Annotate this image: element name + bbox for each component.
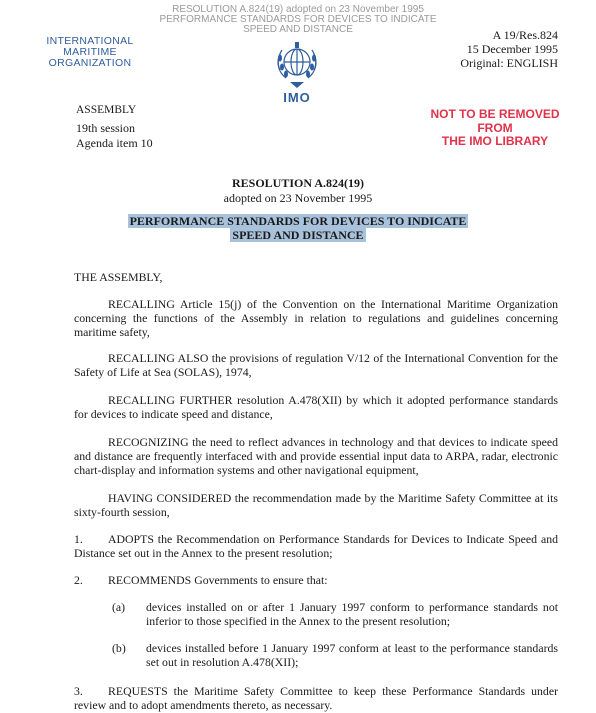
assembly-session: 19th session xyxy=(76,121,136,135)
operative-subparagraph-a-label: (a) xyxy=(112,600,126,614)
operative-paragraph-2-text: RECOMMENDS Governments to ensure that: xyxy=(108,573,328,587)
library-stamp xyxy=(405,108,585,149)
document-reference xyxy=(460,28,558,70)
preamble-paragraph-2: RECALLING ALSO the provisions of regulation V/12 of the International Convention for the Safety of Life at Sea (SOLAS), 1974, xyxy=(74,351,558,379)
running-header-line3: SPEED AND DISTANCE xyxy=(243,24,353,35)
imo-emblem-icon xyxy=(268,36,326,94)
document-original-language: Original: ENGLISH xyxy=(460,56,558,70)
operative-paragraph-2-number: 2. xyxy=(74,573,83,587)
running-header-line2: PERFORMANCE STANDARDS FOR DEVICES TO INDICATE xyxy=(159,14,437,25)
document-date: 15 December 1995 xyxy=(466,42,558,56)
assembly-agenda-item: Agenda item 10 xyxy=(76,136,153,150)
running-header-line1: RESOLUTION A.824(19) adopted on 23 November 1995 xyxy=(172,4,424,15)
preamble-paragraph-4: RECOGNIZING the need to reflect advances in technology and that devices to indicate speed and distance are frequently interfaced with and provide essential input data to ARPA, radar, electronic chart-display and information systems and other navigational equipment, xyxy=(74,435,558,477)
organization-name-line2: ORGANIZATION xyxy=(48,57,132,69)
resolution-subject xyxy=(0,214,596,242)
preamble-paragraph-3: RECALLING FURTHER resolution A.478(XII) by which it adopted performance standards for devices to indicate speed and distance, xyxy=(74,393,558,421)
operative-paragraph-1 xyxy=(74,532,558,560)
preamble-paragraph-5: HAVING CONSIDERED the recommendation made by the Maritime Safety Committee at its sixty-fourth session, xyxy=(74,491,558,519)
operative-paragraph-1-text: ADOPTS the Recommendation on Performance Standards for Devices to Indicate Speed and Distance set out in the Annex to the present resolution; xyxy=(74,532,558,560)
operative-subparagraph-a xyxy=(112,600,558,628)
library-stamp-line3: THE IMO LIBRARY xyxy=(441,134,549,148)
resolution-heading xyxy=(0,176,596,206)
library-stamp-line1: NOT TO BE REMOVED xyxy=(430,107,560,121)
operative-subparagraph-b xyxy=(112,641,558,669)
operative-paragraph-3 xyxy=(74,684,558,712)
operative-paragraph-1-number: 1. xyxy=(74,532,83,546)
resolution-subject-line1: PERFORMANCE STANDARDS FOR DEVICES TO INDICATE xyxy=(129,214,467,228)
assembly-title: ASSEMBLY xyxy=(76,104,137,116)
organization-name-line1: INTERNATIONAL MARITIME xyxy=(46,35,134,58)
assembly-block xyxy=(76,103,153,151)
document-symbol: A 19/Res.824 xyxy=(492,28,558,42)
operative-paragraph-2 xyxy=(74,573,558,587)
operative-subparagraph-b-label: (b) xyxy=(112,641,126,655)
operative-subparagraph-b-text: devices installed before 1 January 1997 conform at least to the performance standards set out in resolution A.478(XII); xyxy=(146,641,558,669)
library-stamp-line2: FROM xyxy=(477,120,513,135)
resolution-adopted-date: adopted on 23 November 1995 xyxy=(223,191,373,205)
organization-name xyxy=(30,36,150,69)
operative-paragraph-3-number: 3. xyxy=(74,684,83,698)
operative-subparagraph-a-text: devices installed on or after 1 January 1997 conform to performance standards not inferior to those specified in the Annex to the present resolution; xyxy=(146,600,558,628)
imo-logo-text: IMO xyxy=(283,90,311,105)
opening-phrase: THE ASSEMBLY, xyxy=(74,270,163,284)
resolution-subject-line2: SPEED AND DISTANCE xyxy=(232,228,364,242)
operative-paragraph-3-text: REQUESTS the Maritime Safety Committee to keep these Performance Standards under review and to adopt amendments thereto, as necessary. xyxy=(74,684,558,712)
resolution-title: RESOLUTION A.824(19) xyxy=(231,176,365,190)
preamble-paragraph-1: RECALLING Article 15(j) of the Convention on the International Maritime Organization concerning the functions of the Assembly in relation to regulations and guidelines concerning maritime safety, xyxy=(74,297,558,339)
